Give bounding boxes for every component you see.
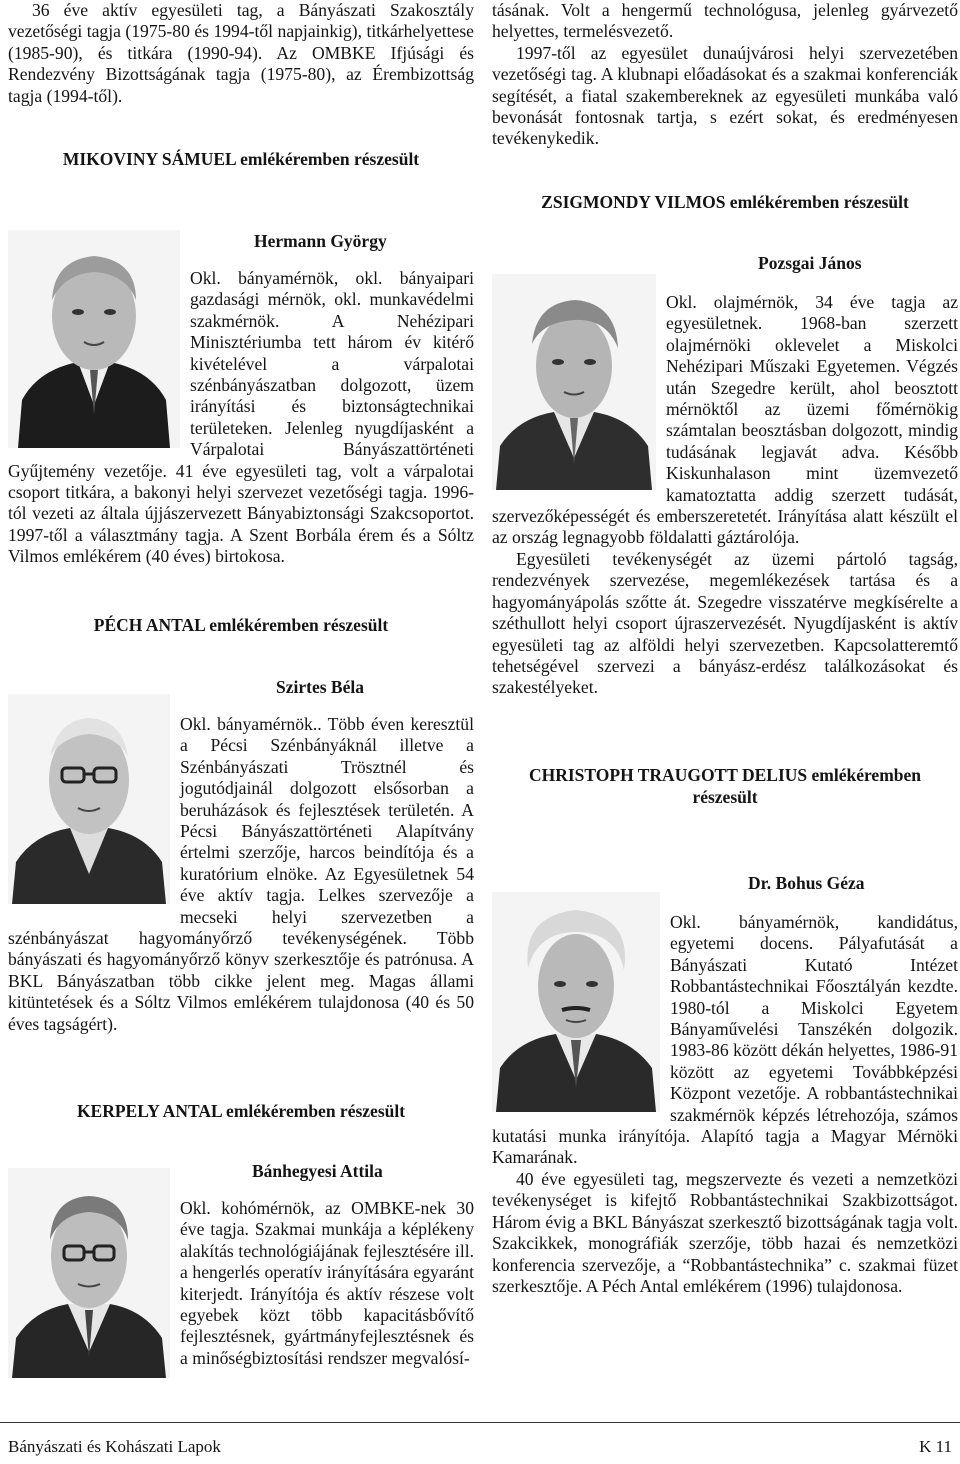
profile-pozsgai	[492, 252, 958, 699]
award-heading-line-2: részesült	[692, 787, 758, 807]
person-name: Pozsgai János	[758, 253, 862, 273]
journal-title: Bányászati és Kohászati Lapok	[8, 1437, 221, 1456]
portrait-photo	[8, 1168, 170, 1378]
bio-text: Okl. bányamérnök.. Több éven keresztül a Pécsi Szénbányáknál illetve a Szénbányászati Trösztnél és jogutódjainál dolgozott elsősorban a beruházások és fejlesztések területén. A Pécsi Bányászattörténeti Alapítvány értelmi szerzője, harcos beindítója és a kuratórium elnöke. Az Egyesületnek 54 éve aktív tagja. Lelkes szervezője a mecseki helyi szervezetben a szénbányászat hagyományőrző tevékenységének. Több bányászati és hagyományőrző könyv szerkesztője és patrónusa. A BKL Bányászatban több cikke jelent meg. Magas állami kitüntetések és a Sóltz Vilmos emlékérem tulajdonosa (40 és 50 éves tagságért).	[8, 714, 474, 1034]
portrait-photo-image	[492, 892, 660, 1112]
person-name: Dr. Bohus Géza	[748, 873, 865, 893]
portrait-photo-image	[8, 694, 170, 904]
continuation-paragraph	[492, 0, 958, 150]
award-heading-zsigmondy: ZSIGMONDY VILMOS emlékéremben részesült	[541, 192, 909, 212]
award-heading-kerpely: KERPELY ANTAL emlékéremben részesült	[76, 1101, 406, 1121]
profile-szirtes	[8, 676, 474, 1035]
continuation-text: tásának. Volt a hengermű technológusa, jelenleg gyárvezető helyettes, termelésvezető.	[492, 0, 958, 42]
page-footer	[0, 1422, 960, 1456]
award-heading-pech: PÉCH ANTAL emlékéremben részesült	[93, 615, 389, 635]
award-heading-mikoviny: MIKOVINY SÁMUEL emlékéremben részesült	[62, 149, 420, 169]
bio-text: Okl. bányamérnök, okl. bányaipari gazdasági mérnök, okl. munkavédelmi szakmérnök. A Nehézipari Minisztériumba tett három év kitérő kivételével a várpalotai szénbányászatban dolgozott, üzem irányítási és biztonságtechnikai területeken. Jelenleg nyugdíjasként a Várpalotai Bányászattörténeti Gyűjtemény vezetője. 41 éve egyesületi tag, volt a várpalotai csoport titkára, a bakonyi helyi szervezet vezetőségi tagja. 1996-tól vezeti az általa újjászervezett Bányabiztonsági Szakcsoportot. 1997-től a választmány tagja. A Szent Borbála érem és a Sóltz Vilmos emlékérem (40 éves) birtokosa.	[8, 268, 474, 567]
person-name: Hermann György	[254, 231, 387, 251]
continuation-text-2: 1997-től az egyesület dunaújvárosi helyi szervezetében vezetőségi tag. A klubnapi előadásokat és a szakmai konferenciák segítését, a fiatal szakembereknek az egyesületi munkába való bevonását fontosnak tartja, s ezért sokat, és eredményesen tevékenykedik.	[492, 42, 958, 149]
intro-paragraph	[8, 0, 474, 107]
bio-text: Okl. kohómérnök, az OMBKE-nek 30 éve tagja. Szakmai munkája a képlékeny alakítás technológiájának fejlesztésére ill. a hengerlés operatív irányítására egyaránt kiterjedt. Irányítója és aktív részese volt egyebek közt több kapacitásbővítő fejlesztésnek, gyártmányfejlesztésnek és a minőségbiztosítási rendszer megvalósí-	[180, 1198, 474, 1368]
portrait-photo	[492, 892, 660, 1112]
portrait-photo-image	[492, 274, 656, 490]
portrait-photo	[8, 694, 170, 904]
intro-text: 36 éve aktív egyesületi tag, a Bányászati Szakosztály vezetőségi tagja (1975-80 és 1994-től napjainkig), titkárhelyettese (1985-90), és titkára (1990-94). Az OMBKE Ifjúsági és Rendezvény Bizottságának tagja (1975-80), az Érembizottság tagja (1994-től).	[8, 0, 474, 106]
bio-text-2: Egyesületi tevékenységét az üzemi pártoló tagság, rendezvények szervezése, megemlékezések tartása és a hagyományápolás szőtte át. Szegedre visszatérve megkísérelte a széthullott helyi csoport újraszervezését. Nyugdíjasként is aktív egyesületi tag az alföldi helyi szervezetben. Kapcsolatteremtő tehetségével szervezi a bányász-erdész találkozásokat és szakestélyeket.	[492, 548, 958, 698]
person-name: Szirtes Béla	[276, 677, 364, 697]
bio-text: Okl. bányamérnök, kandidátus, egyetemi docens. Pályafutását a Bányászati Kutató Intézet Robbantástechnikai Főosztályán kezdte. 1980-tól a Miskolci Egyetem Bányaművelési Tanszékén dolgozik. 1983-86 között dékán helyettes, 1986-91 között az egyetemi Továbbképzési Központ vezetője. A robbantástechnikai szakmérnök képzés létrehozója, számos kutatási munka irányítója. Alapító tagja a Magyar Mérnöki Kamarának.	[492, 912, 958, 1168]
portrait-photo	[8, 230, 180, 448]
bio-text-2: 40 éve egyesületi tag, megszervezte és vezeti a nemzetközi tevékenységet is kifejtő Robbantástechnikai Szakbizottságot. Három évig a BKL Bányászat szerkesztő bizottságának tagja volt. Szakcikkek, monográfiák szerzője, több hazai és nemzetközi konferencia szervezője, a “Robbantástechnika” c. szakmai füzet szerkesztője. A Péch Antal emlékérem (1996) tulajdonosa.	[492, 1168, 958, 1296]
portrait-photo	[492, 274, 656, 490]
award-heading-delius	[492, 764, 958, 808]
profile-hermann	[8, 230, 474, 568]
bio-text: Okl. olajmérnök, 34 éve tagja az egyesületnek. 1968-ban szerzett olajmérnöki oklevelet a Miskolci Nehézipari Műszaki Egyetemen. Végzés után Szegedre került, ahol beosztott mérnöktől az üzemi főmérnökig számtalan beosztásban dolgozott, mindig tudásának legjavát adva. Később Kiskunhalason mint üzemvezető kamatoztatta addig szerzett tudását, szervezőképességét és emberszeretetét. Irányítása alatt készült el az ország legnagyobb földalatti gáztárolója.	[492, 292, 958, 548]
portrait-photo-image	[8, 230, 180, 448]
award-heading-line: CHRISTOPH TRAUGOTT DELIUS emlékéremben	[528, 765, 921, 785]
portrait-photo-image	[8, 1168, 170, 1378]
person-name: Bánhegyesi Attila	[252, 1161, 383, 1181]
profile-banhegyesi	[8, 1160, 474, 1382]
page-number: K 11	[919, 1437, 952, 1456]
profile-bohus	[492, 872, 958, 1297]
